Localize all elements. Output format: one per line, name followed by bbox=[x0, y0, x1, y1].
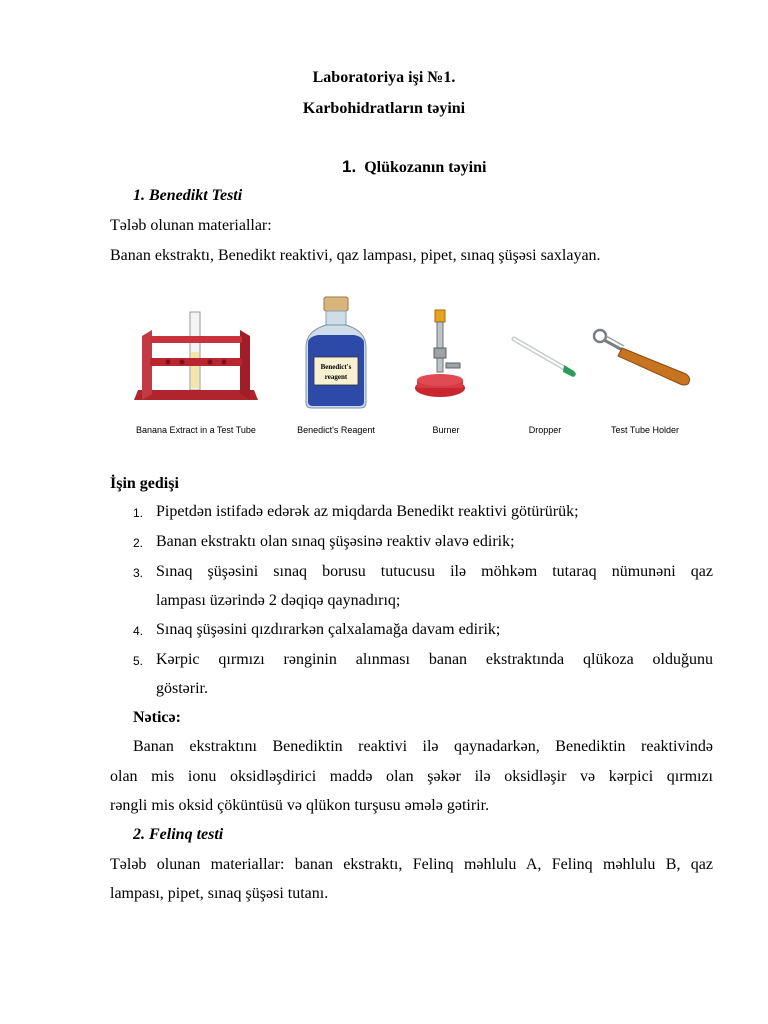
step-number: 3. bbox=[133, 566, 144, 580]
step-text: Sınaq şüşəsini sınaq borusu tutucusu ilə möhkəm tutaraq nümunəni qaz bbox=[156, 563, 713, 580]
step-number: 1. bbox=[133, 506, 144, 520]
document-subtitle: Karbohidratların təyini bbox=[302, 100, 466, 117]
caption-test-tube-holder: Test Tube Holder bbox=[610, 425, 680, 435]
materials-label: Tələb olunan materiallar: bbox=[110, 217, 272, 234]
materials-list: Banan ekstraktı, Benedikt reaktivi, qaz lampası, pipet, sınaq şüşəsi saxlayan. bbox=[110, 247, 601, 264]
section-number: 1. bbox=[342, 157, 357, 176]
caption-benedict-reagent: Benedict's Reagent bbox=[297, 425, 375, 435]
caption-banana-extract: Banana Extract in a Test Tube bbox=[136, 425, 256, 435]
section-title: Qlükozanın təyini bbox=[364, 159, 487, 176]
step-text: Kərpic qırmızı rənginin alınması banan ekstraktında qlükoza olduğunu bbox=[156, 651, 713, 668]
test2-materials-continued: lampası, pipet, sınaq şüşəsi tutanı. bbox=[110, 885, 329, 902]
bottle-label-line2: reagent bbox=[324, 373, 348, 381]
step-text: Sınaq şüşəsini qızdırarkən çalxalamağa davam edirik; bbox=[156, 621, 501, 638]
dropper-icon bbox=[508, 333, 580, 379]
reagent-bottle-icon bbox=[300, 295, 372, 410]
result-line: Banan ekstraktını Benediktin reaktivi ilə qaynadarkən, Benediktin reaktivində bbox=[133, 738, 713, 755]
step-number: 2. bbox=[133, 536, 144, 550]
result-heading: Nəticə: bbox=[133, 709, 181, 726]
step-number: 4. bbox=[133, 624, 144, 638]
test2-heading: 2. Felinq testi bbox=[133, 826, 224, 843]
caption-dropper: Dropper bbox=[528, 425, 562, 435]
step-number: 5. bbox=[133, 654, 144, 668]
step-text: Pipetdən istifadə edərək az miqdarda Benedikt reaktivi götürürük; bbox=[156, 503, 579, 520]
step-text-continued: lampası üzərində 2 dəqiqə qaynadırıq; bbox=[156, 592, 401, 609]
document-title: Laboratoriya işi №1. bbox=[312, 69, 456, 86]
step-text-continued: göstərir. bbox=[156, 680, 208, 697]
caption-burner: Burner bbox=[432, 425, 460, 435]
result-line: rəngli mis oksid çöküntüsü və qlükon turşusu əmələ gətirir. bbox=[110, 797, 490, 814]
test-tube-rack-icon bbox=[132, 308, 260, 408]
test2-materials: Tələb olunan materiallar: banan ekstraktı, Felinq məhlulu A, Felinq məhlulu B, qaz bbox=[110, 856, 713, 873]
section-heading bbox=[342, 157, 486, 178]
test-tube-holder-icon bbox=[590, 326, 698, 388]
procedure-heading: İşin gedişi bbox=[110, 475, 179, 492]
bottle-label-line1: Benedict's bbox=[320, 363, 352, 371]
step-text: Banan ekstraktı olan sınaq şüşəsinə reaktiv əlavə edirik; bbox=[156, 533, 515, 550]
test1-heading: 1. Benedikt Testi bbox=[133, 187, 243, 204]
result-line: olan mis ionu oksidləşdirici maddə olan şəkər ilə oksidləşir və kərpici qırmızı bbox=[110, 768, 713, 785]
burner-icon bbox=[412, 308, 472, 404]
